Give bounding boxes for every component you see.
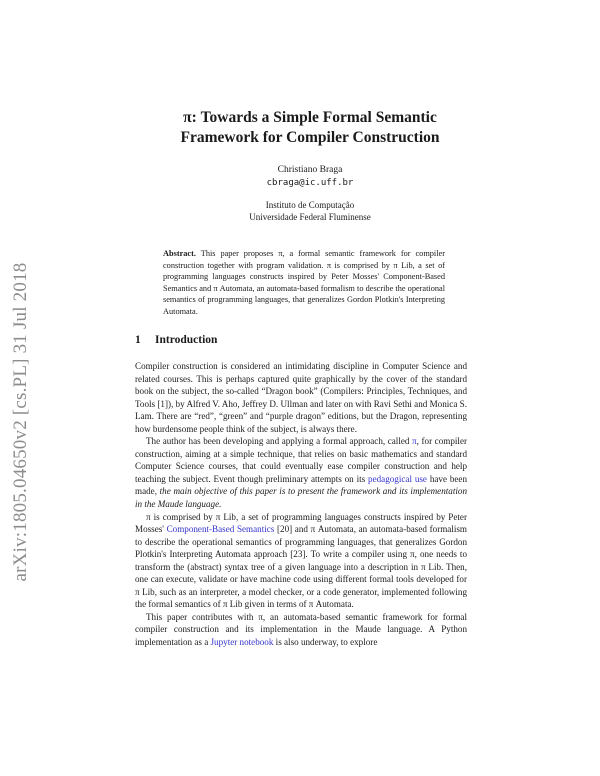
abstract-label: Abstract.	[163, 249, 196, 258]
paragraph-2-text-a: The author has been developing and applying a formal approach, called	[146, 436, 413, 447]
paragraph-2-text-c: have been made,	[135, 473, 468, 497]
section-heading	[135, 334, 217, 346]
affiliation-line-1: Instituto de Computação	[265, 200, 355, 210]
author-name: Christiano Braga	[277, 165, 343, 175]
affiliation-line-2: Universidade Federal Fluminense	[249, 212, 371, 222]
paragraph-4-text-a: This paper contributes with π, an automata-based semantic framework for formal compiler construction and its implementation in the Maude language. A Python implementation as a	[135, 611, 467, 648]
abstract	[163, 248, 445, 318]
arxiv-identifier: arXiv:1805.04650v2 [cs.PL] 31 Jul 2018	[10, 262, 31, 582]
section-number: 1	[135, 334, 141, 346]
paragraph-4	[135, 611, 467, 649]
paragraph-2-text-b: , for compiler construction, aiming at a simple technique, that relies on basic mathematics and standard Computer Science courses, that could eventually ease compiler construction and help teaching the subject. Event though preliminary attempts on its	[135, 436, 468, 484]
arxiv-sidebar	[6, 215, 36, 630]
paragraph-4-text-b: is also underway, to explore	[273, 637, 378, 648]
component-based-semantics-link[interactable]: Component-Based Semantics	[166, 524, 275, 535]
pi-link[interactable]: π	[412, 436, 417, 447]
title-line-2: Framework for Compiler Construction	[180, 129, 440, 146]
jupyter-notebook-link[interactable]: Jupyter notebook	[210, 637, 274, 648]
pedagogical-use-link[interactable]: pedagogical use	[368, 473, 427, 484]
paragraph-3-text-b: [20] and π Automata, an automata-based formalism to describe the operational semantics of programming languages, that generalizes Gordon Plotkin's Interpreting Automata approach [23]. To write a compiler using π, one needs to transform the (abstract) syntax tree of a given language into a description in π Lib. Then, one can execute, validate or have machine code using different formal tools developed for π Lib, such as an interpreter, a model checker, or a code generator, implemented following the formal semantics of π Lib given in terms of π Automata.	[135, 524, 467, 610]
paragraph-2-emphasis: the main objective of this paper is to present the framework and its implementation in the Maude language.	[135, 486, 467, 510]
abstract-text: This paper proposes π, a formal semantic framework for compiler construction together with program validation. π is comprised by π Lib, a set of programming languages constructs inspired by Peter Mosses' Component-Based Semantics and π Automata, an automata-based formalism to describe the operational semantics of programming languages, that generalizes Gordon Plotkin's Interpreting Automata.	[163, 249, 445, 316]
paragraph-2	[135, 435, 467, 510]
author-email: cbraga@ic.uff.br	[266, 178, 354, 188]
title-line-1: π: Towards a Simple Formal Semantic	[183, 109, 437, 126]
paragraph-3	[135, 511, 467, 611]
paper-title	[120, 108, 500, 148]
paragraph-3-text-a: π is comprised by π Lib, a set of programming languages constructs inspired by Peter Mosses'	[135, 511, 467, 535]
paragraph-1: Compiler construction is considered an intimidating discipline in Computer Science and related courses. This is perhaps captured quite graphically by the cover of the standard book on the subject, the so-called “Dragon book” (Compilers: Principles, Techniques, and Tools [1]), by Alfred V. Aho, Jeffrey D. Ullman and later on with Ravi Sethi and Monica S. Lam. There are “red”, “green” and “purple dragon” editions, but the Dragon, representing how burdensome people think of the subject, is always there.	[135, 361, 467, 434]
body-text	[135, 360, 467, 649]
section-title: Introduction	[155, 334, 218, 346]
